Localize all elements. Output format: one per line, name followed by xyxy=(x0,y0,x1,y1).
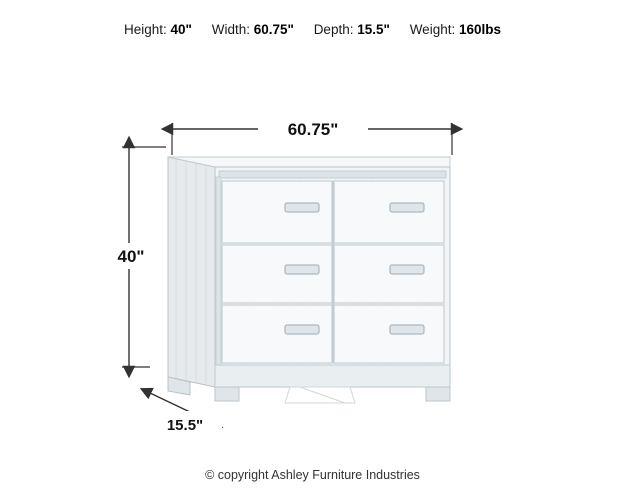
dresser-body xyxy=(168,157,450,403)
drawer-4 xyxy=(334,245,444,303)
spec-width-value: 60.75" xyxy=(253,22,294,37)
depth-dimension-label: 15.5" xyxy=(166,417,204,434)
dresser-drawing xyxy=(0,95,625,450)
drawer-3-handle xyxy=(285,265,319,274)
depth-dimension xyxy=(150,393,222,435)
spec-weight-value: 160lbs xyxy=(458,22,502,37)
dresser-left-side-panel xyxy=(168,157,215,387)
spec-bar xyxy=(0,22,625,37)
dresser-left-front-foot xyxy=(215,387,239,401)
drawer-6 xyxy=(334,305,444,363)
width-dimension xyxy=(172,117,452,155)
spec-width-label: Width: xyxy=(211,22,250,37)
spec-height xyxy=(124,22,192,37)
copyright-footer: © copyright Ashley Furniture Industries xyxy=(205,468,420,482)
spec-height-label: Height: xyxy=(123,22,167,37)
spec-weight-label: Weight: xyxy=(409,22,456,37)
drawer-2 xyxy=(334,181,444,243)
drawer-2-handle xyxy=(390,203,424,212)
dresser-left-trim xyxy=(216,177,221,367)
drawer-6-handle xyxy=(390,325,424,334)
drawer-4-handle xyxy=(390,265,424,274)
height-dimension xyxy=(108,147,166,367)
dresser-top-trim xyxy=(219,171,446,178)
dresser-top-panel xyxy=(168,157,450,167)
spec-width xyxy=(212,22,294,37)
dresser-bottom-rail xyxy=(215,365,450,387)
spec-depth-label: Depth: xyxy=(313,22,354,37)
spec-depth xyxy=(314,22,390,37)
spec-depth-value: 15.5" xyxy=(357,22,390,37)
drawer-5-handle xyxy=(285,325,319,334)
dresser-right-foot xyxy=(426,387,450,401)
width-dimension-label: 60.75" xyxy=(287,120,339,139)
drawer-1-handle xyxy=(285,203,319,212)
spec-height-value: 40" xyxy=(170,22,192,37)
spec-weight xyxy=(410,22,501,37)
dresser-base-cutout xyxy=(285,387,355,403)
height-dimension-label: 40" xyxy=(117,247,145,266)
